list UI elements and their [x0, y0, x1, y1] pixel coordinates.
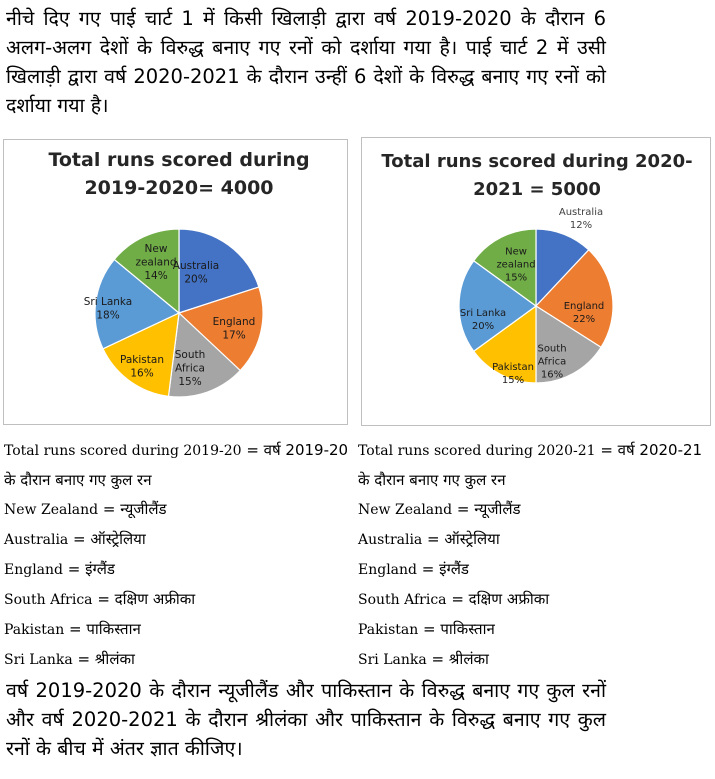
pie-chart-2019-2020 [3, 139, 348, 425]
legend-right-total [358, 436, 713, 495]
legend-left-total [4, 436, 359, 495]
slice-label-sri-lanka: Sri Lanka 20% [459, 307, 507, 332]
legend-right-row [358, 495, 713, 525]
slice-label-south-africa: South Africa 15% [174, 349, 206, 388]
legend-hi: = इंग्लैंड [417, 560, 469, 578]
legend-en: South Africa [4, 592, 93, 608]
pie-chart-2020-2021 [361, 137, 711, 426]
pie-chart-2019-2020-svg [4, 140, 349, 426]
legend-hi: = इंग्लैंड [63, 560, 115, 578]
legend-en: South Africa [358, 592, 447, 608]
legend-en: New Zealand [358, 502, 453, 518]
legend-right [358, 436, 713, 675]
slice-label-england: England 22% [563, 300, 605, 325]
legend-right-row [358, 615, 713, 645]
legend-left-row [4, 645, 359, 675]
legend-hi: = न्यूजीलैंड [98, 500, 167, 518]
legend-en: Pakistan [358, 622, 419, 638]
legend-en: Australia [358, 532, 423, 548]
slice-label-england: England 17% [212, 315, 256, 342]
legend-en: England [358, 562, 418, 578]
legend-right-row [358, 555, 713, 585]
legend-left-row [4, 615, 359, 645]
legend-left-row [4, 585, 359, 615]
question-paragraph: वर्ष 2019-2020 के दौरान न्यूजीलैंड और पाकिस्तान के विरुद्ध बनाए गए कुल रनों और वर्ष 2020-2021 के दौरान श्रीलंका और पाकिस्तान के विरुद्ध बनाए गए कुल रनों के बीच में अंतर ज्ञात कीजिए। [6, 679, 606, 760]
legend-right-row [358, 585, 713, 615]
legend-right-row [358, 645, 713, 675]
legend-en: England [4, 562, 64, 578]
legend-en: Australia [4, 532, 69, 548]
legend-en: New Zealand [4, 502, 99, 518]
legend-en: Pakistan [4, 622, 65, 638]
legend-en: Sri Lanka [4, 652, 73, 668]
slice-label-pakistan: Pakistan 15% [492, 361, 534, 386]
legend-hi: = दक्षिण अफ्रीका [92, 590, 196, 608]
legend-hi: = वर्ष 2020-21 के दौरान बनाए गए कुल रन [358, 441, 703, 489]
legend-hi: = दक्षिण अफ्रीका [446, 590, 550, 608]
slice-label-new-zealand: New zealand 14% [135, 243, 177, 282]
legend-hi: = श्रीलंका [72, 650, 135, 668]
slice-label-south-africa: South Africa 16% [537, 343, 567, 381]
legend-left [4, 436, 359, 675]
legend-hi: = पाकिस्तान [64, 620, 141, 638]
chart-title-line: Total runs scored during 2020- [381, 151, 693, 172]
legend-left-row [4, 555, 359, 585]
legend-en: Total runs scored during 2019-20 [4, 443, 242, 459]
legend-hi: = वर्ष 2019-20 के दौरान बनाए गए कुल रन [4, 441, 349, 489]
slice-label-australia: Australia 12% [558, 206, 604, 231]
slice-label-australia: Australia 20% [172, 259, 220, 286]
chart-title-line: Total runs scored during [48, 149, 310, 171]
legend-hi: = ऑस्ट्रेलिया [68, 530, 146, 548]
legend-left-row [4, 495, 359, 525]
slice-label-pakistan: Pakistan 16% [120, 353, 164, 380]
legend-hi: = ऑस्ट्रेलिया [422, 530, 500, 548]
legend-left-row [4, 525, 359, 555]
legend-hi: = न्यूजीलैंड [452, 500, 521, 518]
legend-hi: = श्रीलंका [426, 650, 489, 668]
legend-right-row [358, 525, 713, 555]
legend-hi: = पाकिस्तान [418, 620, 495, 638]
pie-chart-2020-2021-svg [362, 138, 712, 427]
legend-en: Total runs scored during 2020-21 [358, 443, 596, 459]
legend-en: Sri Lanka [358, 652, 427, 668]
intro-paragraph: नीचे दिए गए पाई चार्ट 1 में किसी खिलाड़ी द्वारा वर्ष 2019-2020 के दौरान 6 अलग-अलग देशों के विरुद्ध बनाए गए रनों को दर्शाया गया है। पाई चार्ट 2 में उसी खिलाड़ी द्वारा वर्ष 2020-2021 के दौरान उन्हीं 6 देशों के विरुद्ध बनाए गए रनों को दर्शाया गया है। [6, 7, 606, 117]
chart-title-line: 2021 = 5000 [473, 179, 601, 200]
slice-label-new-zealand: New zealand 15% [496, 246, 536, 284]
slice-label-sri-lanka: Sri Lanka 18% [83, 295, 133, 322]
chart-title-line: 2019-2020= 4000 [84, 177, 274, 199]
